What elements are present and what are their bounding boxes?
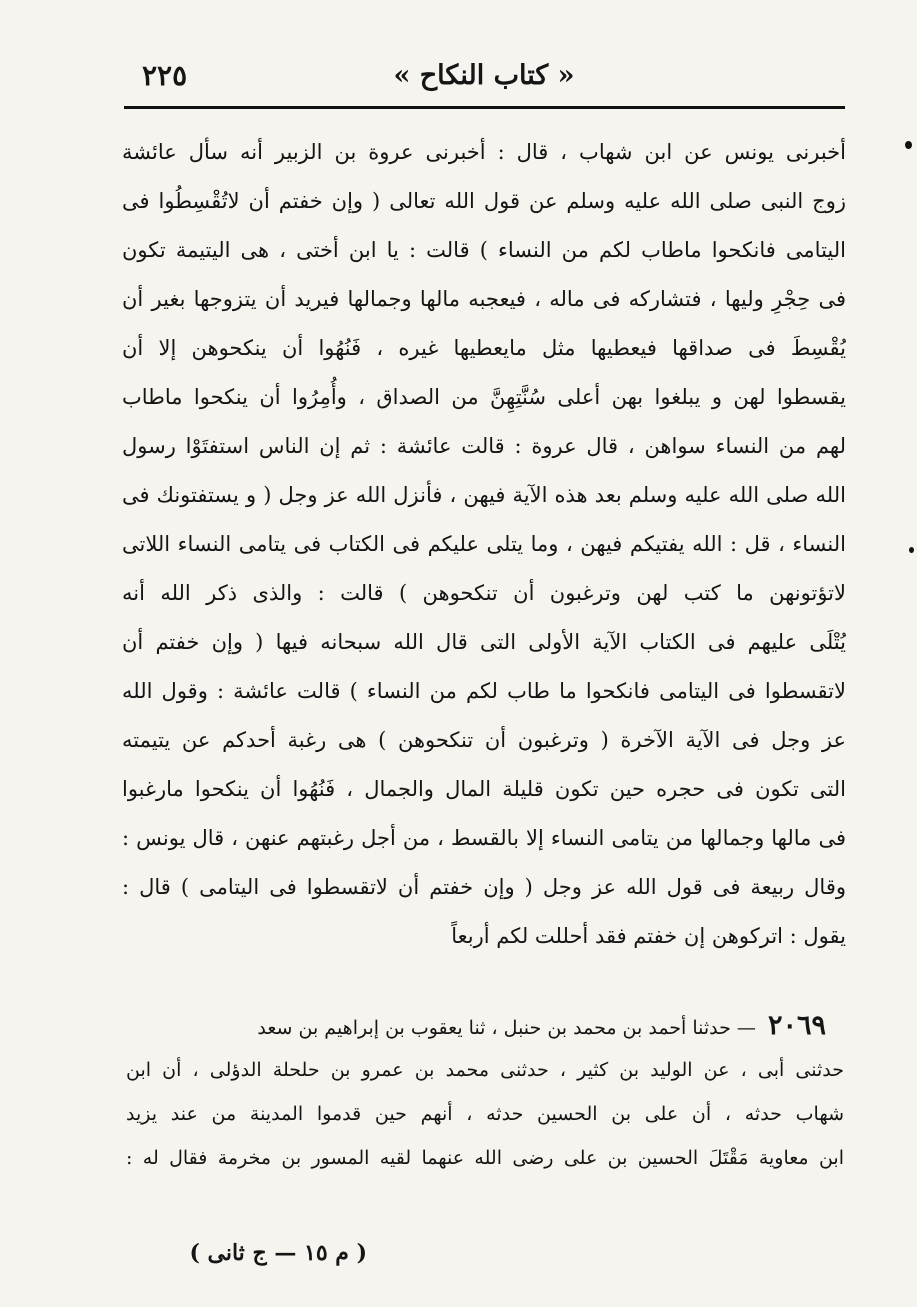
text-line: فى مالها وجمالها من يتامى النساء إلا بالقسط ، من أجل رغبتهم عنهن ، قال يونس : [122,826,846,850]
text-line: فى حِجْرِ وليها ، فتشاركه فى ماله ، فيعجبه مالها وجمالها فيريد أن يتزوجها بغير أن [122,287,846,311]
hadith-first-line [126,1004,844,1048]
text-line-last: يقول : اتركوهن إن خفتم فقد أحللت لكم أربعاً [451,924,846,948]
hadith-line: حدثنى أبى ، عن الوليد بن كثير ، حدثنى محمد بن عمرو بن حلحلة الدؤلى ، أن ابن [126,1059,844,1081]
text-line: التى تكون فى حجره حين تكون قليلة المال والجمال ، فَنُهُوا أن ينكحوا مارغبوا [122,777,846,801]
page-header [124,58,844,98]
text-line: لاتؤتونهن ما كتب لهن وترغبون أن تنكحوهن ) قالت : والذى ذكر الله أنه [122,581,846,605]
text-line: أخبرنى يونس عن ابن شهاب ، قال : أخبرنى عروة بن الزبير أنه سأل عائشة [122,140,846,164]
hadith-line: — حدثنا أحمد بن محمد بن حنبل ، ثنا يعقوب بن إبراهيم بن سعد [257,1017,756,1039]
text-line: الله صلى الله عليه وسلم بعد هذه الآية فيهن ، فأنزل الله عز وجل ( و يستفتونك فى [122,483,846,507]
text-line: النساء ، قل : الله يفتيكم فيهن ، وما يتلى عليكم فى الكتاب فى يتامى النساء اللاتى [122,532,846,556]
hadith-number: ٢٠٦٩ [767,1010,826,1041]
text-line: لهم من النساء سواهن ، قال عروة : قالت عائشة : ثم إن الناس استفتَوْا رسول [122,434,846,458]
page-number: ٢٢٥ [142,59,188,92]
text-line: زوج النبى صلى الله عليه وسلم عن قول الله تعالى ( وإن خفتم أن لاتُقْسِطُوا فى [122,189,846,213]
text-line: وقال ربيعة فى قول الله عز وجل ( وإن خفتم أن لاتقسطوا فى اليتامى ) قال : [122,875,846,899]
main-text-block [122,128,846,961]
hadith-line: شهاب حدثه ، أن على بن الحسين حدثه ، أنهم حين قدموا المدينة من عند يزيد [126,1103,844,1125]
running-title: « كتاب النكاح » [393,60,575,91]
text-line: لاتقسطوا فى اليتامى فانكحوا ما طاب لكم من النساء ) قالت عائشة : وقول الله [122,679,846,703]
margin-dot-top [905,141,912,149]
margin-dot-middle [909,547,914,553]
text-line: يقسطوا لهن و يبلغوا بهن أعلى سُنَّتِهِنَّ من الصداق ، وأُمِرُوا أن ينكحوا ماطاب [122,385,846,409]
hadith-line: ابن معاوية مَقْتَلَ الحسين بن على رضى الله عنهما لقيه المسور بن مخرمة فقال له : [126,1147,844,1169]
signature-mark: ( م ١٥ — ج ثانى ) [189,1240,367,1266]
text-line: عز وجل فى الآية الآخرة ( وترغبون أن تنكحوهن ) هى رغبة أحدكم عن يتيمته [122,728,846,752]
text-line: يُتْلَى عليهم فى الكتاب الآية الأولى التى قال الله سبحانه فيها ( وإن خفتم أن [122,630,846,654]
text-line: اليتامى فانكحوا ماطاب لكم من النساء ) قالت : يا ابن أختى ، هى اليتيمة تكون [122,238,846,262]
header-rule [124,106,845,109]
hadith-block [126,1004,844,1180]
text-line: يُقْسِطَ فى صداقها فيعطيها مثل مايعطيها غيره ، فَنُهُوا أن ينكحوهن إلا أن [122,336,846,360]
